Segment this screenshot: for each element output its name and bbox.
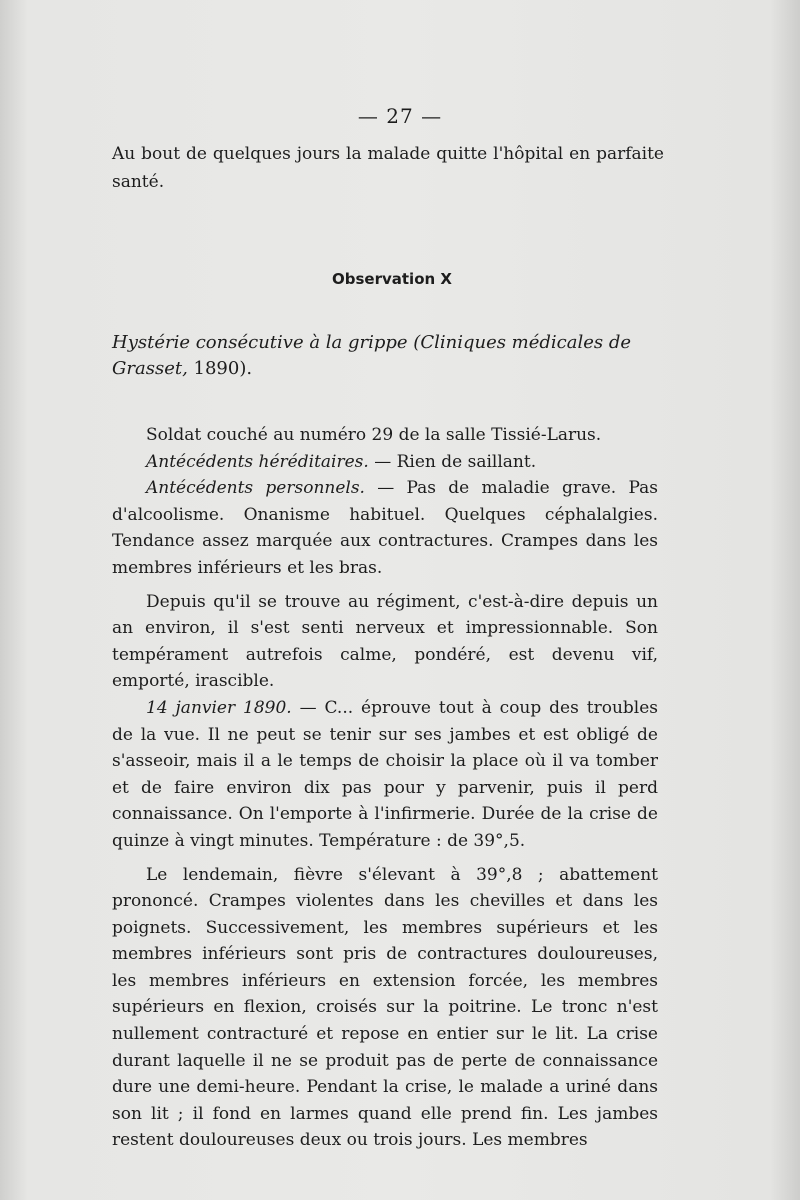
personal-text: — Pas de maladie grave. Pas d'alcoolisme. Onanisme habituel. Quelques céphalalgies. Tendance assez marquée aux contractures. Crampes dans les membres inférieurs et les bras. bbox=[112, 478, 658, 578]
date-text: — C... éprouve tout à coup des troubles de la vue. Il ne peut se tenir sur ses jambes et est obligé de s'asseoir, mais il a le temps de choisir la place où il va tomber et de faire environ dix pas pour y parvenir, puis il perd connaissance. On l'emporte à l'infirmerie. Durée de la crise de quinze à vingt minutes. Température : de 39°,5. bbox=[112, 697, 658, 851]
observation-subtitle-year: 1890). bbox=[193, 358, 253, 379]
next-day-paragraph: Le lendemain, fièvre s'élevant à 39°,8 ; abattement prononcé. Crampes violentes dans les chevilles et dans les poignets. Successivement, les membres supérieurs et les membres inférieurs sont pris de contractures douloureuses, les membres inférieurs en extension forcée, les membres supérieurs en flexion, croisés sur la poitrine. Le tronc n'est nullement contracturé et repose en entier sur le lit. La crise durant laquelle il ne se produit pas de perte de connaissance dure une demi-heure. Pendant la crise, le malade a uriné dans son lit ; il fond en larmes quand elle prend fin. Les jambes restent douloureuses deux ou trois jours. Les membres bbox=[112, 864, 658, 1151]
personal-label: Antécédents personnels. bbox=[146, 478, 365, 499]
intro-paragraph: Soldat couché au numéro 29 de la salle Tissié-Larus. bbox=[146, 425, 602, 445]
regiment-paragraph: Depuis qu'il se trouve au régiment, c'est-à-dire depuis un an environ, il s'est senti nerveux et impressionnable. Son tempérament autrefois calme, pondéré, est devenu vif, emporté, irascible. bbox=[112, 591, 658, 692]
observation-title: Observation X bbox=[332, 270, 452, 288]
personal-paragraph bbox=[112, 475, 658, 581]
page-number: — 27 — bbox=[357, 104, 443, 128]
opening-paragraph: Au bout de quelques jours la malade quitte l'hôpital en parfaite santé. bbox=[112, 144, 664, 192]
observation-subtitle-text: Hystérie consécutive à la grippe (Cliniques médicales de Grasset, bbox=[112, 332, 632, 379]
hereditary-label: Antécédents héréditaires. bbox=[146, 451, 369, 472]
date-paragraph bbox=[112, 695, 658, 855]
observation-body bbox=[112, 422, 658, 1154]
hereditary-text: — Rien de saillant. bbox=[374, 451, 537, 472]
date-label: 14 janvier 1890. bbox=[146, 697, 292, 718]
observation-subtitle bbox=[112, 330, 658, 382]
hereditary-paragraph bbox=[112, 449, 658, 476]
